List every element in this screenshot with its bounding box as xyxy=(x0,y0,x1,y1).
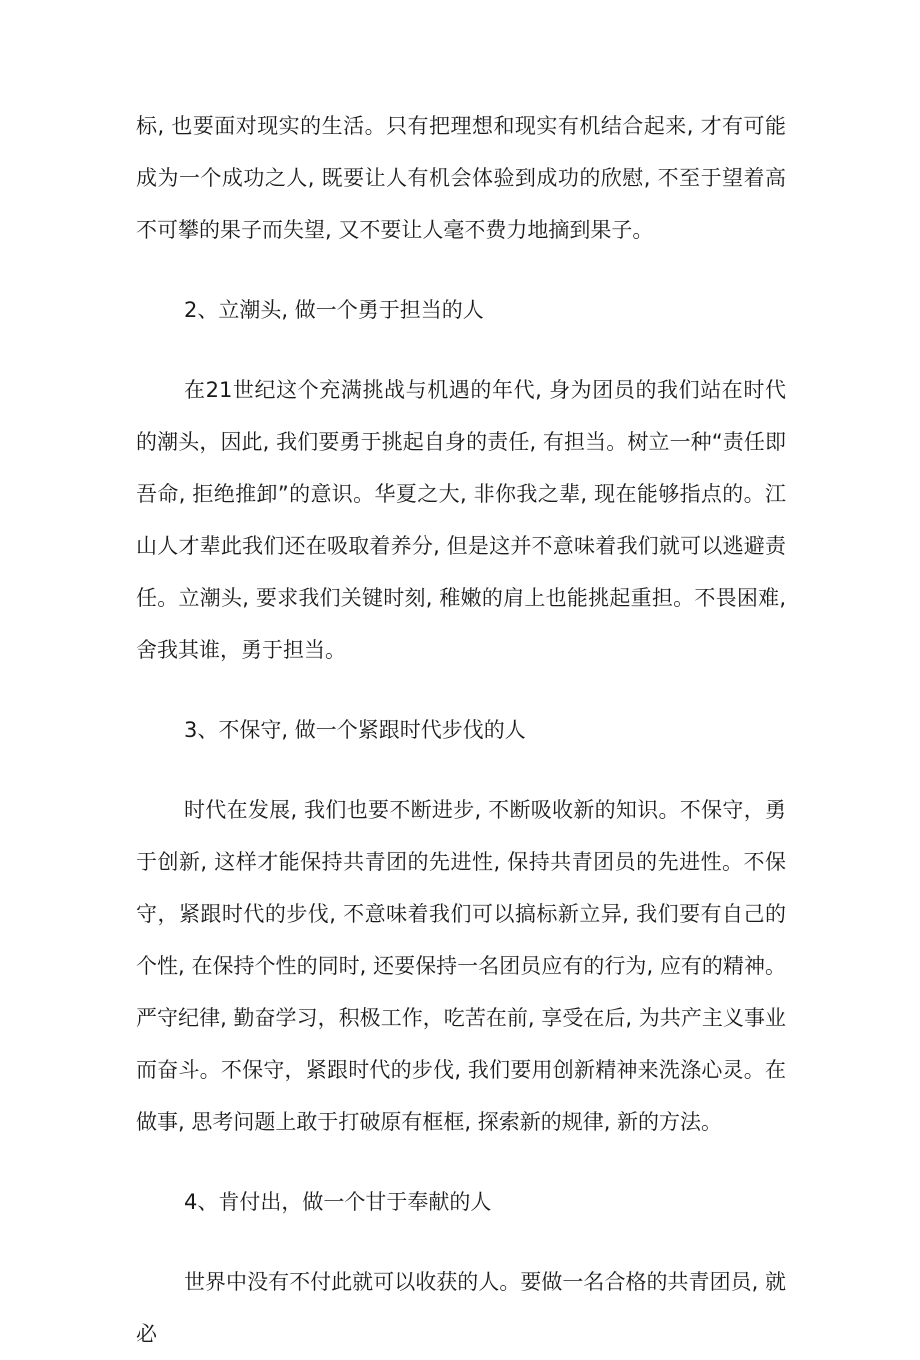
paragraph-section-2: 在21世纪这个充满挑战与机遇的年代, 身为团员的我们站在时代的潮头，因此, 我们要勇于挑起自身的责任, 有担当。树立一种“责任即吾命, 拒绝推卸”的意识。华夏之大, 非你我之辈, 现在能够指点的。江山人才辈此我们还在吸取着养分, 但是这并不意味着我们就可以逃避责任。立潮头, 要求我们关键时刻, 稚嫩的肩上也能挑起重担。不畏困难, 舍我其谁，勇于担当。 xyxy=(136,378,786,662)
section-heading-4: 4、肯付出，做一个甘于奉献的人 xyxy=(184,1190,492,1214)
paragraph-section-4: 世界中没有不付此就可以收获的人。要做一名合格的共青团员, 就必 xyxy=(136,1270,786,1346)
paragraph-section-3: 时代在发展, 我们也要不断进步, 不断吸收新的知识。不保守，勇于创新, 这样才能保持共青团的先进性, 保持共青团员的先进性。不保守，紧跟时代的步伐, 不意味着我们可以搞标新立异, 我们要有自己的个性, 在保持个性的同时, 还要保持一名团员应有的行为, 应有的精神。严守纪律, 勤奋学习，积极工作，吃苦在前, 享受在后, 为共产主义事业而奋斗。不保守，紧跟时代的步伐, 我们要用创新精神来洗涤心灵。在做事, 思考问题上敢于打破原有框框, 探索新的规律, 新的方法。 xyxy=(136,798,786,1134)
paragraph-gap xyxy=(136,756,786,784)
paragraph-gap xyxy=(136,1228,786,1256)
paragraph-gap xyxy=(136,256,786,284)
paragraph-gap xyxy=(136,1148,786,1176)
paragraph-gap xyxy=(136,336,786,364)
section-heading-3: 3、不保守, 做一个紧跟时代步伐的人 xyxy=(184,718,526,742)
paragraph-gap xyxy=(136,676,786,704)
document-body xyxy=(136,100,786,1360)
paragraph-continuation: 标, 也要面对现实的生活。只有把理想和现实有机结合起来, 才有可能成为一个成功之人, 既要让人有机会体验到成功的欣慰, 不至于望着高不可攀的果子而失望, 又不要让人毫不费力地摘到果子。 xyxy=(136,114,786,242)
section-heading-2: 2、立潮头, 做一个勇于担当的人 xyxy=(184,298,484,322)
